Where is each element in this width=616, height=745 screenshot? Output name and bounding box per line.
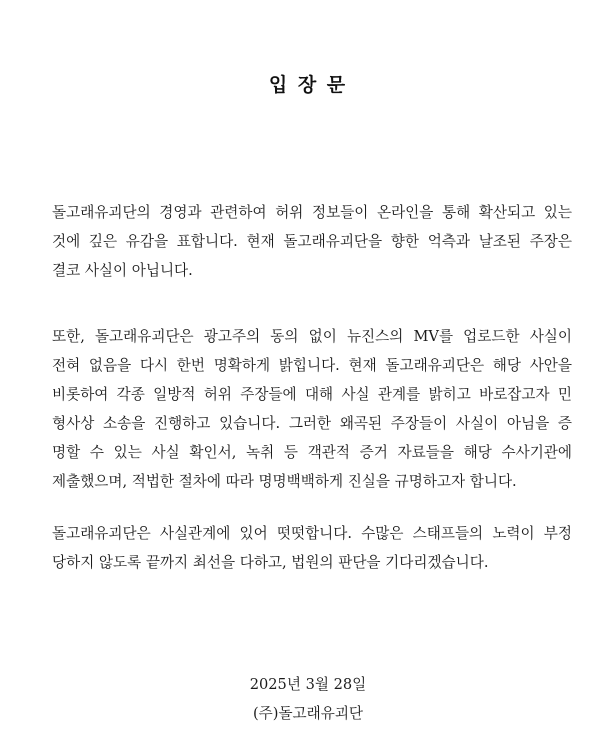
paragraph-3 <box>52 519 572 577</box>
paragraph-1 <box>52 198 572 285</box>
paragraph-line: 결코 사실이 아닙니다. <box>52 262 193 279</box>
organization-name: (주)돌고래유괴단 <box>252 705 364 722</box>
paragraph-line: 명할 수 있는 사실 확인서, 녹취 등 객관적 증거 자료들을 해당 수사기관에 <box>52 444 572 461</box>
paragraph-line: 제출했으며, 적법한 절차에 따라 명명백백하게 진실을 규명하고자 합니다. <box>52 473 517 490</box>
statement-date: 2025년 3월 28일 <box>249 676 367 693</box>
paragraph-line: 돌고래유괴단의 경영과 관련하여 허위 정보들이 온라인을 통해 확산되고 있는 <box>52 204 572 221</box>
paragraph-line: 당하지 않도록 끝까지 최선을 다하고, 법원의 판단을 기다리겠습니다. <box>52 554 489 571</box>
paragraph-line: 형사상 소송을 진행하고 있습니다. 그러한 왜곡된 주장들이 사실이 아님을 증 <box>52 415 572 432</box>
paragraph-2 <box>52 322 572 496</box>
document-title: 입 장 문 <box>268 74 348 96</box>
paragraph-line: 것에 깊은 유감을 표합니다. 현재 돌고래유괴단을 향한 억측과 날조된 주장은 <box>52 233 572 250</box>
paragraph-line: 전혀 없음을 다시 한번 명확하게 밝힙니다. 현재 돌고래유괴단은 해당 사안을 <box>52 357 572 374</box>
paragraph-line: 비롯하여 각종 일방적 허위 주장들에 대해 사실 관계를 밝히고 바로잡고자 민 <box>52 386 572 403</box>
paragraph-line: 또한, 돌고래유괴단은 광고주의 동의 없이 뉴진스의 MV를 업로드한 사실이 <box>52 328 572 345</box>
paragraph-line: 돌고래유괴단은 사실관계에 있어 떳떳합니다. 수많은 스태프들의 노력이 부정 <box>52 525 572 542</box>
